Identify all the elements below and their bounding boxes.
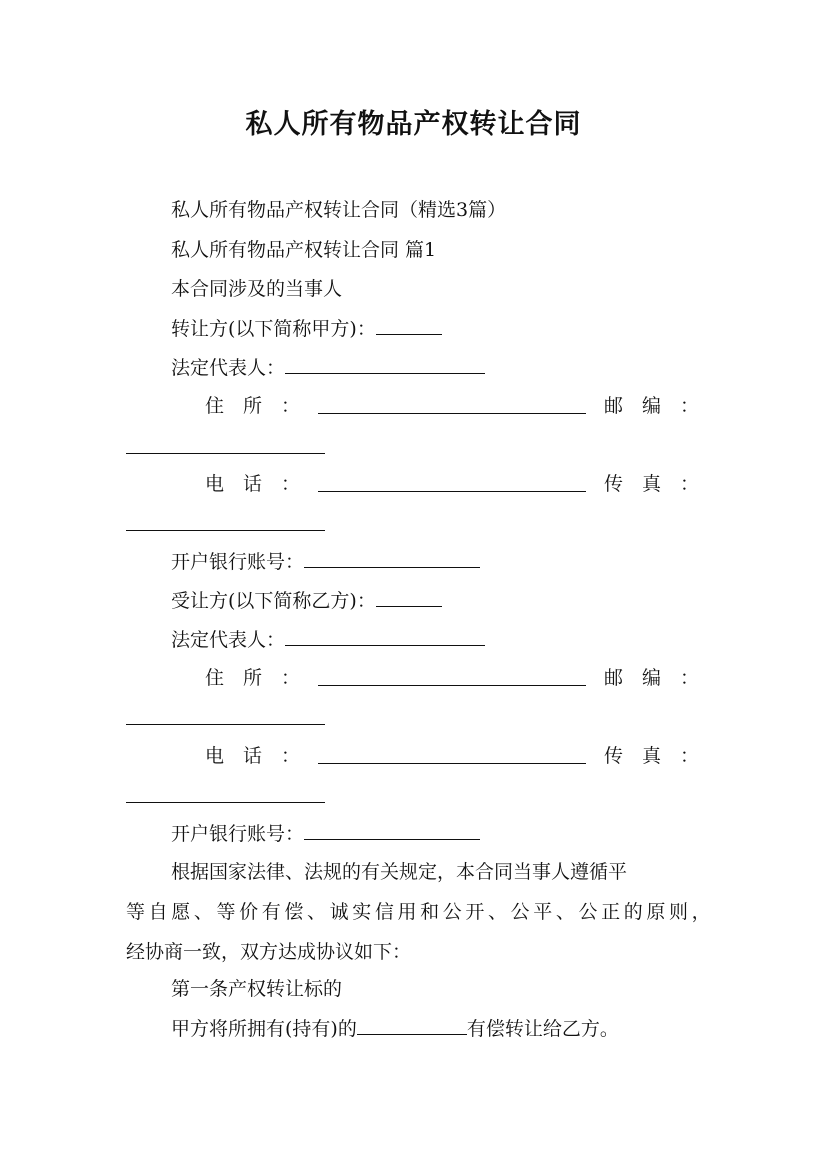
party-a-line	[171, 316, 442, 341]
party-a-blank[interactable]	[376, 316, 442, 335]
preamble-paragraph	[126, 852, 711, 972]
party-b-rep-label: 法定代表人：	[171, 629, 286, 651]
party-a-rep-label: 法定代表人：	[171, 357, 286, 379]
party-b-postcode-blank[interactable]	[126, 724, 325, 725]
heading-line: 私人所有物品产权转让合同（精选3篇）	[171, 199, 507, 221]
preamble-line-3: 经协商一致，双方达成协议如下：	[126, 941, 412, 963]
party-b-phone-label: 电 话 ：	[205, 745, 301, 767]
party-a-fax-blank[interactable]	[126, 530, 325, 531]
party-a-bank-blank[interactable]	[304, 549, 480, 568]
party-b-postcode-label: 邮 编 ：	[604, 667, 700, 689]
party-b-label: 受让方(以下简称乙方)：	[171, 590, 376, 612]
clause1-text-a: 甲方将所拥有(持有)的	[171, 1018, 357, 1040]
party-b-address-label: 住 所 ：	[205, 667, 301, 689]
party-a-address-blank[interactable]	[318, 413, 586, 414]
clause1-blank[interactable]	[357, 1016, 467, 1035]
party-b-blank[interactable]	[376, 588, 442, 607]
party-a-postcode-blank[interactable]	[126, 453, 325, 454]
party-b-bank-blank[interactable]	[304, 821, 480, 840]
party-b-phone-blank[interactable]	[318, 763, 586, 764]
party-a-address-label: 住 所 ：	[205, 395, 301, 417]
parties-intro: 本合同涉及的当事人	[171, 278, 343, 300]
document-title: 私人所有物品产权转让合同	[245, 109, 582, 140]
party-b-address-blank[interactable]	[318, 685, 586, 686]
party-b-fax-blank[interactable]	[126, 802, 325, 803]
party-b-bank-line	[171, 821, 480, 846]
party-a-rep-blank[interactable]	[285, 355, 485, 374]
party-a-rep-line	[171, 355, 485, 380]
party-b-line	[171, 588, 442, 613]
party-b-fax-label: 传 真 ：	[604, 745, 700, 767]
party-b-bank-label: 开户银行账号：	[171, 823, 305, 845]
party-a-postcode-label: 邮 编 ：	[604, 395, 700, 417]
clause1-title: 第一条产权转让标的	[171, 978, 343, 1000]
clause1-line	[171, 1016, 619, 1041]
party-b-rep-line	[171, 627, 485, 652]
party-a-phone-label: 电 话 ：	[205, 473, 301, 495]
party-a-label: 转让方(以下简称甲方)：	[171, 318, 376, 340]
party-a-phone-blank[interactable]	[318, 491, 586, 492]
clause1-text-b: 有偿转让给乙方。	[466, 1018, 619, 1040]
party-a-bank-label: 开户银行账号：	[171, 551, 305, 573]
article-title: 私人所有物品产权转让合同 篇1	[171, 239, 437, 261]
party-a-bank-line	[171, 549, 480, 574]
preamble-line-2: 等 自 愿 、 等 价 有 偿 、 诚 实 信 用 和 公 开 、 公 平 、 公 正 的 原 则 ，	[126, 901, 711, 923]
preamble-line-1: 根据国家法律、法规的有关规定，本合同当事人遵循平	[171, 861, 628, 883]
party-b-rep-blank[interactable]	[285, 627, 485, 646]
party-a-fax-label: 传 真 ：	[604, 473, 700, 495]
